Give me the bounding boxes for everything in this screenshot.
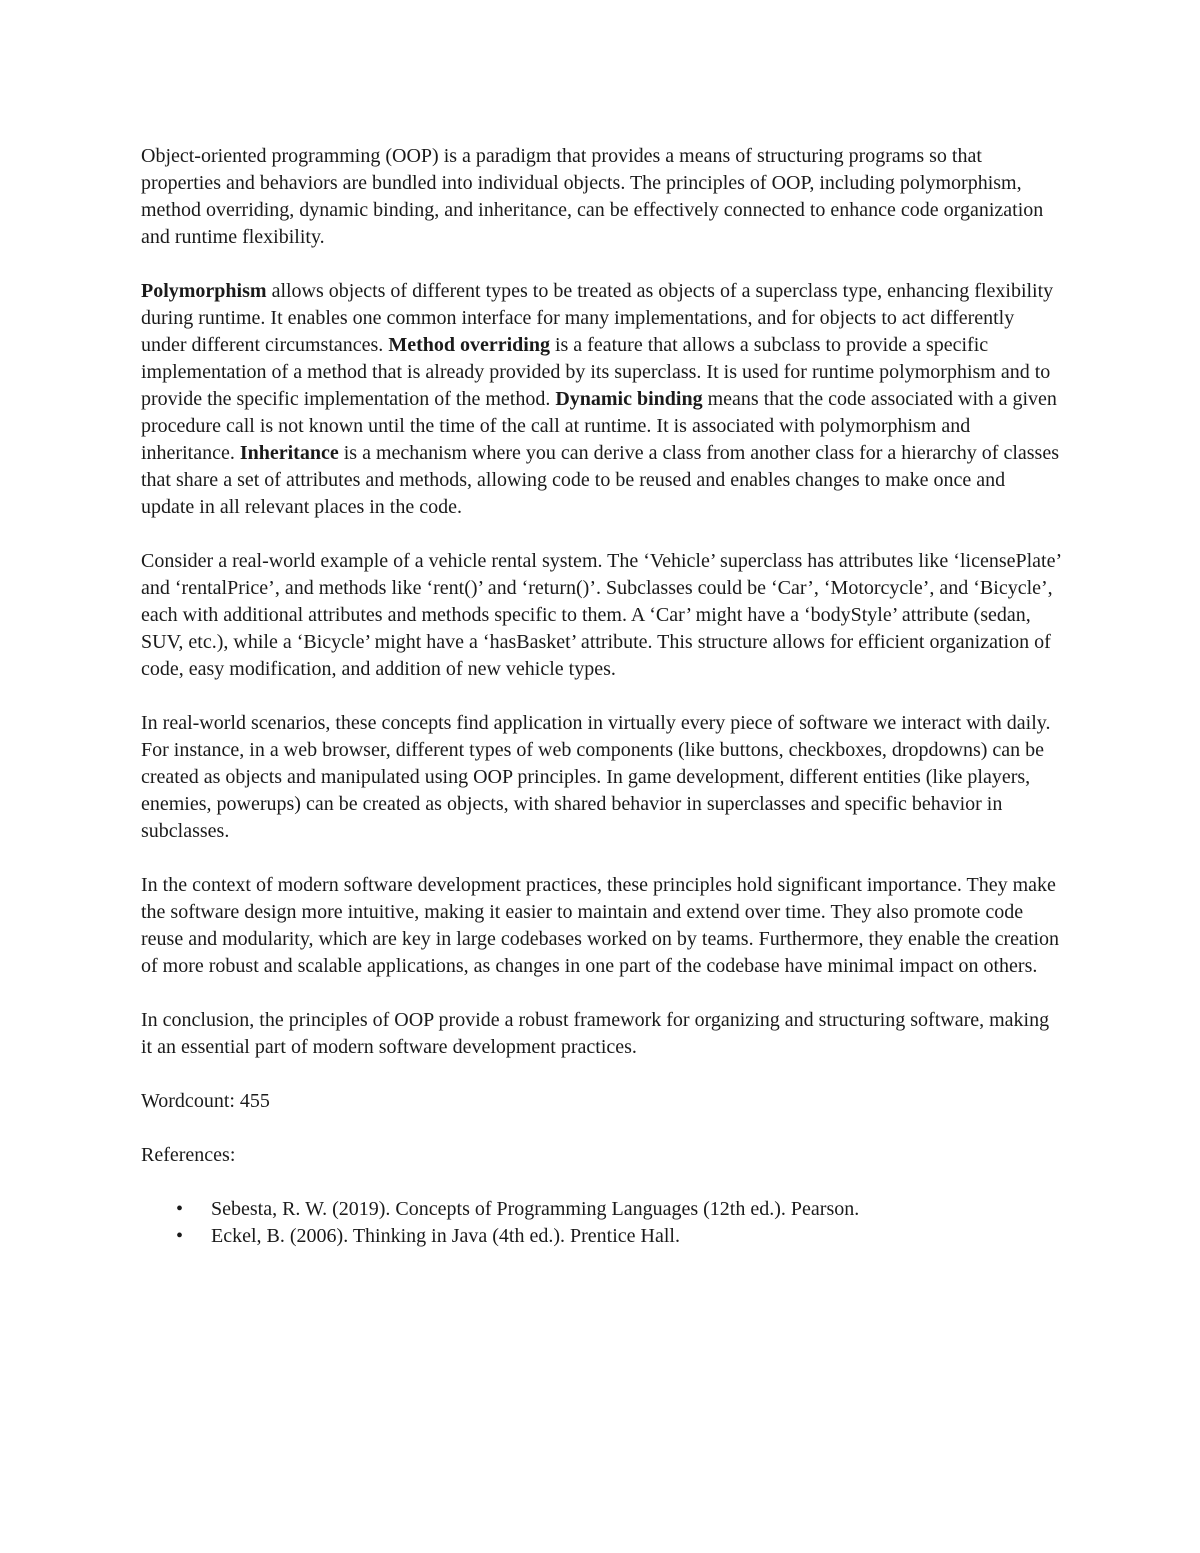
intro-paragraph: Object-oriented programming (OOP) is a paradigm that provides a means of structuring programs so that properties and behaviors are bundled into individual objects. The principles of OOP, including polymorphism, method overriding, dynamic binding, and inheritance, can be effectively connected to enhance code organization and runtime flexibility. [141,145,1044,248]
polymorphism-term: Polymorphism [141,280,267,302]
inheritance-text: is a mechanism where you can derive a class from another class for a hierarchy of classes that share a set of attributes and methods, allowing code to be reused and enables changes to make once and update in all relevant places in the code. [141,442,1059,518]
reference-item [141,1196,1061,1223]
polymorphism-text: allows objects of different types to be treated as objects of a superclass type, enhancing flexibility during runtime. It enables one common interface for many implementations, and for objects to act differently under different circumstances. [141,280,1054,356]
real-world-paragraph: In real-world scenarios, these concepts find application in virtually every piece of software we interact with daily. For instance, in a web browser, different types of web components (like buttons, checkboxes, dropdowns) can be created as objects and manipulated using OOP principles. In game development, different entities (like players, enemies, powerups) can be created as objects, with shared behavior in superclasses and specific behavior in subclasses. [141,712,1051,842]
wordcount: Wordcount: 455 [141,1090,270,1112]
reference-item [141,1223,1061,1250]
reference-text: Sebesta, R. W. (2019). Concepts of Programming Languages (12th ed.). Pearson. [211,1198,860,1220]
conclusion-paragraph: In conclusion, the principles of OOP provide a robust framework for organizing and structuring software, making it an essential part of modern software development practices. [141,1009,1050,1058]
dynamic-binding-term: Dynamic binding [555,388,703,410]
concepts-paragraph [141,278,1061,521]
method-overriding-term: Method overriding [388,334,550,356]
bullet-icon: • [176,1198,184,1220]
inheritance-term: Inheritance [239,442,339,464]
method-overriding-text: is a feature that allows a subclass to provide a specific implementation of a method that is already provided by its superclass. It is used for runtime polymorphism and to provide the specific implementation of the method. [141,334,1051,410]
reference-text: Eckel, B. (2006). Thinking in Java (4th ed.). Prentice Hall. [211,1225,680,1247]
bullet-icon: • [176,1225,184,1247]
references-heading: References: [141,1144,236,1166]
example-paragraph: Consider a real-world example of a vehicle rental system. The ‘Vehicle’ superclass has attributes like ‘licensePlate’ and ‘rentalPrice’, and methods like ‘rent()’ and ‘return()’. Subclasses could be ‘Car’, ‘Motorcycle’, and ‘Bicycle’, each with additional attributes and methods specific to them. A ‘Car’ might have a ‘bodyStyle’ attribute (sedan, SUV, etc.), while a ‘Bicycle’ might have a ‘hasBasket’ attribute. This structure allows for efficient organization of code, easy modification, and addition of new vehicle types. [141,550,1061,680]
dynamic-binding-text: means that the code associated with a given procedure call is not known until the time of the call at runtime. It is associated with polymorphism and inheritance. [141,388,1057,464]
modern-practice-paragraph: In the context of modern software development practices, these principles hold significant importance. They make the software design more intuitive, making it easier to maintain and extend over time. They also promote code reuse and modularity, which are key in large codebases worked on by teams. Furthermore, they enable the creation of more robust and scalable applications, as changes in one part of the codebase have minimal impact on others. [141,874,1060,977]
references-list [141,1196,1061,1250]
document-body [141,143,1061,1250]
